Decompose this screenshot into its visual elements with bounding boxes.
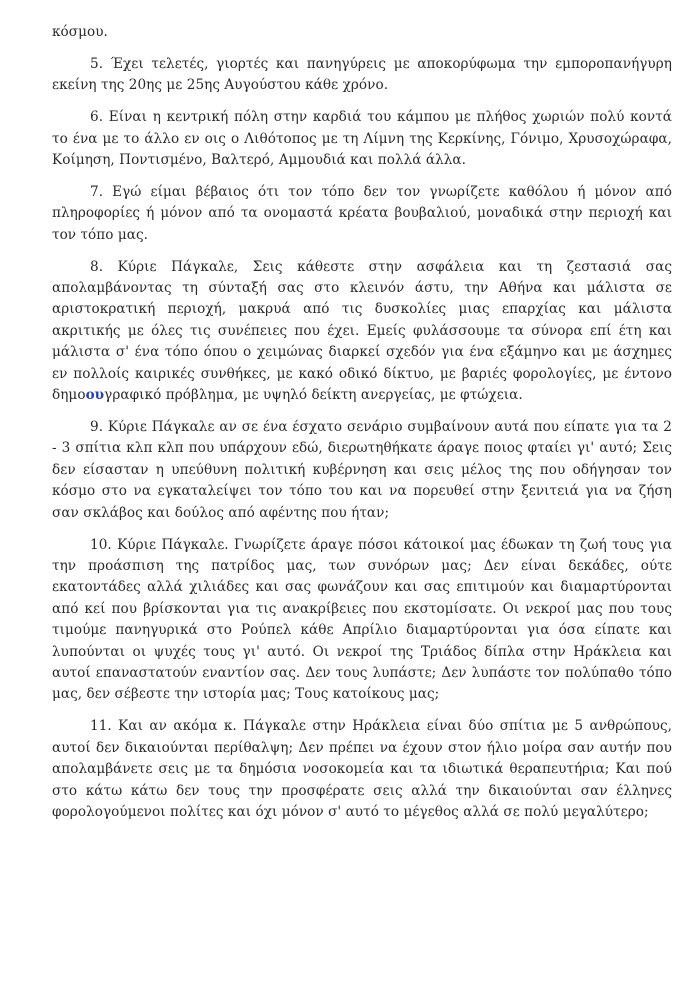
paragraph-spacer <box>52 706 672 717</box>
paragraph-10: 10. Κύριε Πάγκαλε. Γνωρίζετε άραγε πόσοι κάτοικοί μας έδωκαν τη ζωή τους για την προάσπιση της πατρίδος μας, των συνόρων μας; Δεν είναι δεκάδες, ούτε εκατοντάδες αλλά χιλιάδες και σας φωνάζουν και σας επιτιμούν και διαμαρτύρονται από κεί που βρίσκονται για τις ανακρίβειες που εκστομίσατε. Οι νεκροί μας που τους τιμούμε πανηγυρικά στο Ρούπελ κάθε Απρίλιο διαμαρτύρονται για όσα είπατε και λυπούνται οι ψυχές τους γι' αυτό. Οι νεκροί της Τριάδος δίπλα στην Ηράκλεια και αυτοί επαναστατούν εναντίον σας. Δεν τους λυπάστε; Δεν λυπάστε τον πολύπαθο τόπο μας, δεν σέβεστε την ιστορία μας; Τους κατοίκους μας; <box>52 536 672 703</box>
paragraph-spacer <box>52 524 672 535</box>
paragraph-spacer <box>52 43 672 54</box>
paragraph-5: 5. Έχει τελετές, γιορτές και πανηγύρεις με αποκορύφωμα την εμποροπανήγυρη εκείνη της 20ης με 25ης Αυγούστου κάθε χρόνο. <box>52 55 672 94</box>
paragraph-spacer <box>52 246 672 257</box>
paragraph-continuation: κόσμου. <box>52 24 108 40</box>
highlighted-text-fragment: ου <box>85 387 105 404</box>
paragraph-9: 9. Κύριε Πάγκαλε αν σε ένα έσχατο σενάριο συμβαίνουν αυτά που είπατε για τα 2 - 3 σπίτια κλπ κλπ που υπάρχουν εδώ, διερωτηθήκατε άραγε ποιος φταίει γι' αυτό; Σεις δεν είσασταν η υπεύθυνη πολιτική κυβέρνηση και σεις μέλος της που οδήγησαν τον κόσμο στο να εγκαταλείψει τον τόπο του και να πορευθεί στην ξενιτειά για να ζήση σαν σκλάβος και δούλος από αφέντης που ήταν; <box>52 419 672 521</box>
paragraph-8-text-after: γραφικό πρόβλημα, με υψηλό δείκτη ανεργείας, με φτώχεια. <box>104 387 523 404</box>
paragraph-spacer <box>52 407 672 418</box>
paragraph-6: 6. Είναι η κεντρική πόλη στην καρδιά του κάμπου με πλήθος χωριών πολύ κοντά το ένα με το άλλο εν οις ο Λιθότοπος με τη Λίμνη της Κερκίνης, Γόνιμο, Χρυσοχώραφα, Κοίμηση, Ποντισμένο, Βαλτερό, Αμμουδιά και πολλά άλλα. <box>52 109 672 169</box>
paragraph-spacer <box>52 171 672 182</box>
paragraph-spacer <box>52 97 672 108</box>
paragraph-8-text-before: 8. Κύριε Πάγκαλε, Σεις κάθεστε στην ασφάλεια και τη ζεστασιά σας απολαμβάνοντας τη σύνταξή σας στο κλεινόν άστυ, την Αθήνα και μάλιστα σε αριστοκρατική περιοχή, μακρυά από τις δυσκολίες μιας επαρχίας και μάλιστα ακριτικής με όλες τις συνέπειες που έχει. Εμείς φυλάσσουμε τα σύνορα επί έτη και μάλιστα σ' ένα τόπο όπου ο χειμώνας διαρκεί σχεδόν για ένα εξάμηνο και με άσχημες εν πολλοίς καιρικές συνθήκες, με κακό οδικό δίκτυο, με βαριές φορολογίες, με έντονο δημο <box>52 258 672 404</box>
paragraph-8 <box>52 257 672 407</box>
paragraph-7: 7. Εγώ είμαι βέβαιος ότι τον τόπο δεν τον γνωρίζετε καθόλου ή μόνον από πληροφορίες ή μόνον από τα ονομαστά κρέατα βουβαλιού, μοναδικά στην περιοχή και τον τόπο μας. <box>52 183 672 243</box>
paragraph-11: 11. Και αν ακόμα κ. Πάγκαλε στην Ηράκλεια είναι δύο σπίτια με 5 ανθρώπους, αυτοί δεν δικαιούνται περίθαλψη; Δεν πρέπει να έχουν στον ήλιο μοίρα σαν αυτήν που απολαμβάνετε σεις με τα δημόσια νοσοκομεία και τα ιδιωτικά θεραπευτήρια; Και πού στο κάτω κάτω δεν τους την προσφέρατε σεις αλλά την δικαιούνται σαν έλληνες φορολογούμενοι πολίτες και όχι μόνον σ' αυτό το μέγεθος αλλά σε πολύ μεγαλύτερο; <box>52 718 672 820</box>
